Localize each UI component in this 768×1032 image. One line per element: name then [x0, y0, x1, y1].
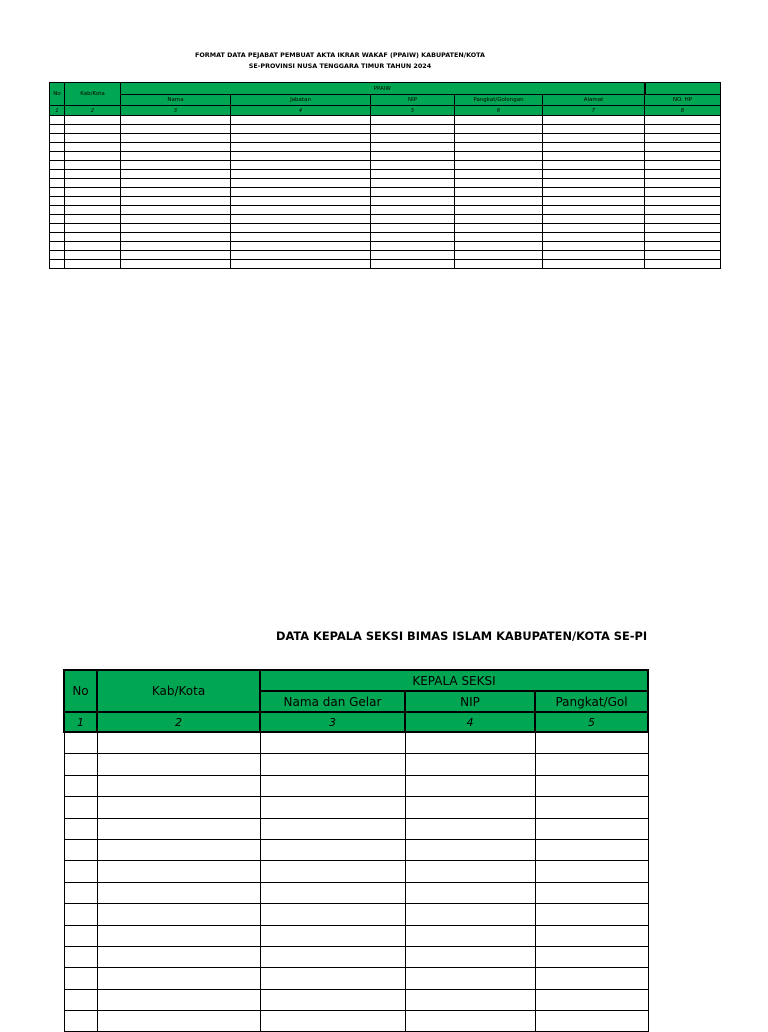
- empty-cell: [260, 797, 405, 818]
- empty-cell: [97, 732, 260, 754]
- empty-cell: [260, 882, 405, 903]
- kepala-seksi-table: [63, 669, 649, 1032]
- table-row: [50, 224, 721, 233]
- empty-cell: [455, 188, 543, 197]
- empty-cell: [97, 754, 260, 775]
- kepala-seksi-title: DATA KEPALA SEKSI BIMAS ISLAM KABUPATEN/KOTA SE-PI: [276, 629, 648, 643]
- table-row: [50, 143, 721, 152]
- empty-cell: [645, 251, 721, 260]
- empty-cell: [231, 134, 371, 143]
- table-row: [50, 152, 721, 161]
- empty-cell: [535, 882, 648, 903]
- empty-cell: [50, 233, 65, 242]
- empty-cell: [543, 242, 645, 251]
- column-number: 3: [260, 712, 405, 732]
- empty-cell: [645, 206, 721, 215]
- empty-cell: [405, 754, 535, 775]
- empty-cell: [121, 233, 231, 242]
- empty-cell: [65, 179, 121, 188]
- header-ppaiw-group: PPAIW: [121, 83, 645, 95]
- empty-cell: [260, 818, 405, 839]
- header-kepala-seksi-group: KEPALA SEKSI: [260, 670, 648, 691]
- table-row: [50, 260, 721, 269]
- empty-cell: [231, 152, 371, 161]
- empty-cell: [543, 206, 645, 215]
- column-number: 5: [371, 106, 455, 116]
- empty-cell: [645, 197, 721, 206]
- table-row: [50, 233, 721, 242]
- empty-cell: [97, 818, 260, 839]
- table-row: [50, 161, 721, 170]
- table-row: [50, 242, 721, 251]
- empty-cell: [121, 170, 231, 179]
- empty-cell: [371, 170, 455, 179]
- empty-cell: [97, 904, 260, 925]
- empty-cell: [371, 152, 455, 161]
- empty-cell: [50, 134, 65, 143]
- empty-cell: [405, 882, 535, 903]
- empty-cell: [50, 251, 65, 260]
- empty-cell: [535, 925, 648, 946]
- empty-cell: [260, 968, 405, 989]
- empty-cell: [535, 1011, 648, 1032]
- ppaiw-table: [49, 82, 721, 269]
- empty-cell: [645, 125, 721, 134]
- empty-cell: [371, 233, 455, 242]
- empty-cell: [64, 839, 97, 860]
- header-nama-gelar: Nama dan Gelar: [260, 691, 405, 712]
- header-no: No: [64, 670, 97, 712]
- empty-cell: [260, 904, 405, 925]
- empty-cell: [231, 206, 371, 215]
- empty-cell: [645, 170, 721, 179]
- empty-cell: [405, 818, 535, 839]
- column-number: 5: [535, 712, 648, 732]
- empty-cell: [455, 134, 543, 143]
- empty-cell: [260, 754, 405, 775]
- column-number: 4: [405, 712, 535, 732]
- column-number: 6: [455, 106, 543, 116]
- empty-cell: [405, 904, 535, 925]
- empty-cell: [543, 134, 645, 143]
- empty-cell: [121, 242, 231, 251]
- empty-cell: [50, 161, 65, 170]
- empty-cell: [405, 946, 535, 967]
- table-row: [64, 775, 648, 796]
- empty-cell: [535, 797, 648, 818]
- column-number: 1: [64, 712, 97, 732]
- empty-cell: [231, 161, 371, 170]
- empty-cell: [535, 968, 648, 989]
- empty-cell: [260, 925, 405, 946]
- empty-cell: [371, 206, 455, 215]
- empty-cell: [543, 188, 645, 197]
- empty-cell: [455, 233, 543, 242]
- table-row: [50, 215, 721, 224]
- empty-cell: [455, 179, 543, 188]
- empty-cell: [121, 143, 231, 152]
- empty-cell: [97, 989, 260, 1010]
- empty-cell: [405, 989, 535, 1010]
- table-row: [50, 197, 721, 206]
- empty-cell: [65, 143, 121, 152]
- empty-cell: [121, 197, 231, 206]
- empty-cell: [543, 260, 645, 269]
- empty-cell: [543, 125, 645, 134]
- empty-cell: [543, 197, 645, 206]
- empty-cell: [455, 251, 543, 260]
- empty-cell: [405, 861, 535, 882]
- empty-cell: [543, 170, 645, 179]
- table-row: [64, 925, 648, 946]
- empty-cell: [65, 125, 121, 134]
- empty-cell: [645, 116, 721, 125]
- empty-cell: [371, 134, 455, 143]
- table-row: [50, 134, 721, 143]
- empty-cell: [231, 233, 371, 242]
- column-number: 8: [645, 106, 721, 116]
- empty-cell: [65, 260, 121, 269]
- empty-cell: [97, 775, 260, 796]
- empty-cell: [455, 206, 543, 215]
- empty-cell: [64, 775, 97, 796]
- empty-cell: [405, 775, 535, 796]
- table-row: [50, 179, 721, 188]
- empty-cell: [455, 242, 543, 251]
- empty-cell: [64, 904, 97, 925]
- empty-cell: [50, 224, 65, 233]
- empty-cell: [65, 197, 121, 206]
- empty-cell: [455, 170, 543, 179]
- empty-cell: [121, 224, 231, 233]
- table-row: [64, 968, 648, 989]
- empty-cell: [121, 134, 231, 143]
- header-alamat: Alamat: [543, 95, 645, 106]
- empty-cell: [65, 251, 121, 260]
- empty-cell: [405, 1011, 535, 1032]
- empty-cell: [455, 116, 543, 125]
- empty-cell: [371, 260, 455, 269]
- column-number: 7: [543, 106, 645, 116]
- empty-cell: [405, 839, 535, 860]
- empty-cell: [371, 143, 455, 152]
- empty-cell: [543, 215, 645, 224]
- table-row: [64, 1011, 648, 1032]
- table-row: [64, 818, 648, 839]
- empty-cell: [121, 188, 231, 197]
- table-row: [64, 732, 648, 754]
- empty-cell: [121, 206, 231, 215]
- empty-cell: [64, 968, 97, 989]
- empty-cell: [231, 116, 371, 125]
- header-nip: NIP: [405, 691, 535, 712]
- empty-cell: [50, 242, 65, 251]
- empty-cell: [260, 861, 405, 882]
- empty-cell: [65, 161, 121, 170]
- empty-cell: [50, 125, 65, 134]
- empty-cell: [645, 179, 721, 188]
- empty-cell: [64, 818, 97, 839]
- header-pangkat-gol: Pangkat/Gol: [535, 691, 648, 712]
- ppaiw-title: [120, 50, 560, 72]
- empty-cell: [371, 161, 455, 170]
- table-row: [64, 904, 648, 925]
- empty-cell: [543, 143, 645, 152]
- empty-cell: [645, 242, 721, 251]
- empty-cell: [64, 861, 97, 882]
- header-blank: [645, 83, 721, 95]
- table-row: [64, 861, 648, 882]
- empty-cell: [645, 224, 721, 233]
- empty-cell: [50, 143, 65, 152]
- empty-cell: [455, 197, 543, 206]
- empty-cell: [97, 882, 260, 903]
- empty-cell: [543, 152, 645, 161]
- empty-cell: [65, 215, 121, 224]
- empty-cell: [455, 224, 543, 233]
- column-number: 4: [231, 106, 371, 116]
- empty-cell: [535, 775, 648, 796]
- empty-cell: [231, 125, 371, 134]
- empty-cell: [231, 188, 371, 197]
- empty-cell: [645, 161, 721, 170]
- empty-cell: [121, 260, 231, 269]
- table-row: [64, 989, 648, 1010]
- table-row: [50, 125, 721, 134]
- empty-cell: [121, 215, 231, 224]
- empty-cell: [50, 197, 65, 206]
- empty-cell: [645, 143, 721, 152]
- empty-cell: [260, 775, 405, 796]
- empty-cell: [371, 224, 455, 233]
- empty-cell: [50, 170, 65, 179]
- empty-cell: [65, 188, 121, 197]
- empty-cell: [535, 839, 648, 860]
- empty-cell: [535, 754, 648, 775]
- empty-cell: [455, 143, 543, 152]
- empty-cell: [455, 260, 543, 269]
- empty-cell: [543, 224, 645, 233]
- table-row: [50, 170, 721, 179]
- empty-cell: [371, 116, 455, 125]
- empty-cell: [371, 251, 455, 260]
- empty-cell: [535, 732, 648, 754]
- empty-cell: [50, 188, 65, 197]
- header-no: No: [50, 83, 65, 106]
- empty-cell: [455, 152, 543, 161]
- empty-cell: [50, 116, 65, 125]
- empty-cell: [645, 188, 721, 197]
- empty-cell: [543, 251, 645, 260]
- empty-cell: [231, 179, 371, 188]
- empty-cell: [65, 224, 121, 233]
- empty-cell: [371, 188, 455, 197]
- empty-cell: [97, 839, 260, 860]
- empty-cell: [97, 946, 260, 967]
- empty-cell: [455, 161, 543, 170]
- empty-cell: [231, 251, 371, 260]
- empty-cell: [543, 116, 645, 125]
- empty-cell: [405, 968, 535, 989]
- empty-cell: [405, 925, 535, 946]
- empty-cell: [231, 260, 371, 269]
- empty-cell: [371, 125, 455, 134]
- empty-cell: [535, 861, 648, 882]
- empty-cell: [231, 215, 371, 224]
- empty-cell: [121, 179, 231, 188]
- empty-cell: [535, 946, 648, 967]
- empty-cell: [121, 251, 231, 260]
- header-jabatan: Jabatan: [231, 95, 371, 106]
- empty-cell: [371, 179, 455, 188]
- empty-cell: [535, 904, 648, 925]
- header-kab-kota: Kab/Kota: [65, 83, 121, 106]
- empty-cell: [50, 179, 65, 188]
- empty-cell: [455, 215, 543, 224]
- empty-cell: [64, 1011, 97, 1032]
- empty-cell: [260, 732, 405, 754]
- empty-cell: [65, 134, 121, 143]
- empty-cell: [65, 116, 121, 125]
- empty-cell: [97, 925, 260, 946]
- empty-cell: [97, 797, 260, 818]
- empty-cell: [405, 732, 535, 754]
- empty-cell: [64, 946, 97, 967]
- header-kab-kota: Kab/Kota: [97, 670, 260, 712]
- empty-cell: [645, 134, 721, 143]
- empty-cell: [64, 754, 97, 775]
- empty-cell: [231, 242, 371, 251]
- header-nip: NIP: [371, 95, 455, 106]
- table-row: [64, 882, 648, 903]
- table-row: [64, 754, 648, 775]
- table-row: [64, 839, 648, 860]
- header-pangkat: Pangkat/Golongan: [455, 95, 543, 106]
- empty-cell: [121, 152, 231, 161]
- empty-cell: [65, 170, 121, 179]
- empty-cell: [97, 861, 260, 882]
- column-number: 2: [65, 106, 121, 116]
- table-row: [50, 206, 721, 215]
- empty-cell: [65, 152, 121, 161]
- ppaiw-title-line1: FORMAT DATA PEJABAT PEMBUAT AKTA IKRAR WAKAF (PPAIW) KABUPATEN/KOTA: [195, 51, 485, 59]
- header-no-hp: NO. HP: [645, 95, 721, 106]
- ppaiw-title-line2: SE-PROVINSI NUSA TENGGARA TIMUR TAHUN 2024: [248, 62, 432, 70]
- empty-cell: [645, 215, 721, 224]
- table-row: [64, 946, 648, 967]
- empty-cell: [543, 233, 645, 242]
- empty-cell: [121, 125, 231, 134]
- empty-cell: [231, 170, 371, 179]
- empty-cell: [121, 116, 231, 125]
- empty-cell: [260, 839, 405, 860]
- table-row: [50, 116, 721, 125]
- empty-cell: [64, 925, 97, 946]
- table-row: [64, 797, 648, 818]
- empty-cell: [50, 215, 65, 224]
- empty-cell: [231, 197, 371, 206]
- empty-cell: [543, 161, 645, 170]
- table-row: [50, 251, 721, 260]
- empty-cell: [543, 179, 645, 188]
- empty-cell: [260, 1011, 405, 1032]
- empty-cell: [231, 143, 371, 152]
- empty-cell: [64, 797, 97, 818]
- column-number: 3: [121, 106, 231, 116]
- header-nama: Nama: [121, 95, 231, 106]
- empty-cell: [97, 968, 260, 989]
- empty-cell: [64, 732, 97, 754]
- empty-cell: [64, 989, 97, 1010]
- empty-cell: [50, 260, 65, 269]
- table-row: [50, 188, 721, 197]
- empty-cell: [231, 224, 371, 233]
- empty-cell: [65, 242, 121, 251]
- empty-cell: [535, 818, 648, 839]
- empty-cell: [260, 946, 405, 967]
- empty-cell: [121, 161, 231, 170]
- empty-cell: [260, 989, 405, 1010]
- empty-cell: [371, 242, 455, 251]
- empty-cell: [535, 989, 648, 1010]
- empty-cell: [405, 797, 535, 818]
- empty-cell: [645, 152, 721, 161]
- empty-cell: [64, 882, 97, 903]
- empty-cell: [97, 1011, 260, 1032]
- empty-cell: [50, 152, 65, 161]
- empty-cell: [645, 260, 721, 269]
- empty-cell: [50, 206, 65, 215]
- empty-cell: [65, 233, 121, 242]
- empty-cell: [65, 206, 121, 215]
- empty-cell: [371, 197, 455, 206]
- empty-cell: [645, 233, 721, 242]
- empty-cell: [371, 215, 455, 224]
- column-number: 2: [97, 712, 260, 732]
- column-number: 1: [50, 106, 65, 116]
- empty-cell: [455, 125, 543, 134]
